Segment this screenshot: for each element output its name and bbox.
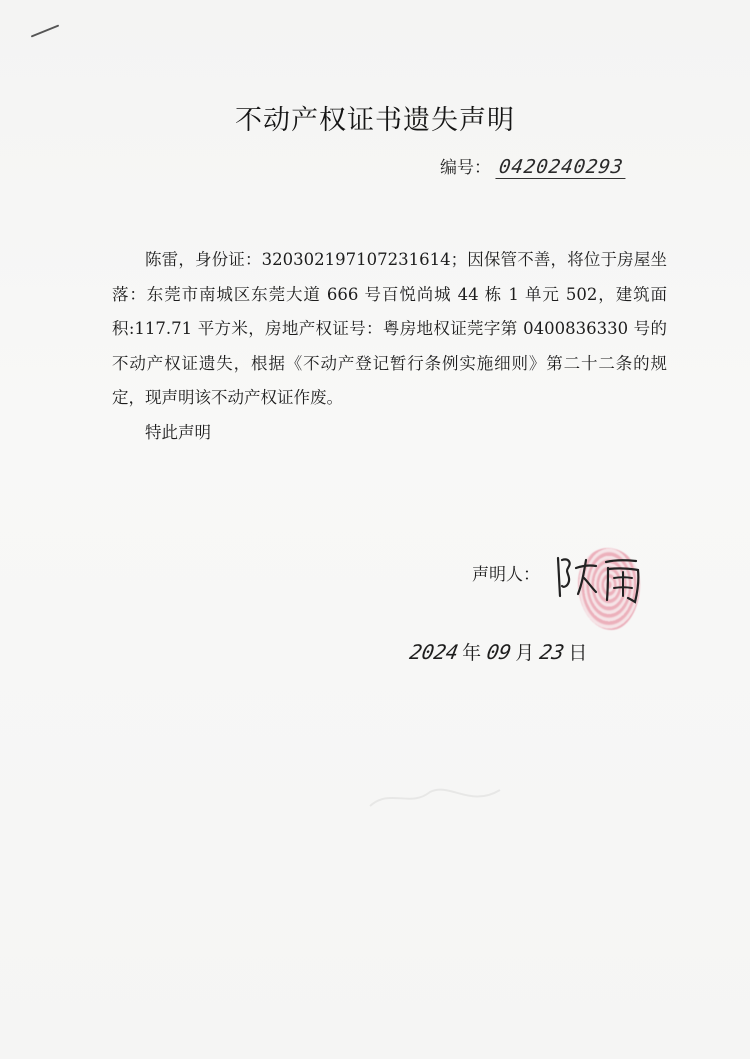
date-month-unit: 月 [515, 642, 535, 664]
declaration-body [112, 243, 667, 450]
date-day-unit: 日 [568, 642, 588, 664]
date-month: 09 [485, 640, 514, 664]
signer-label: 声明人： [472, 565, 540, 585]
number-value: 0420240293 [495, 156, 629, 179]
document-number [440, 153, 627, 179]
pen-stroke-icon [31, 24, 60, 37]
signer-row [472, 560, 540, 585]
date-day: 23 [538, 640, 567, 664]
signing-date [407, 638, 593, 665]
number-label: 编号： [440, 158, 491, 178]
handwritten-signature [542, 548, 662, 610]
date-year: 2024 [407, 640, 461, 664]
ink-bleed-through [360, 778, 510, 818]
page-title: 不动产权证书遗失声明 [235, 105, 515, 136]
declaration-paragraph: 陈雷，身份证：320302197107231614；因保管不善，将位于房屋坐落：东莞市南城区东莞大道 666 号百悦尚城 44 栋 1 单元 502，建筑面积:117.71 平方米，房地产权证号：粤房地权证莞字第 0400836330 号的不动产权证遗失，根据《不动产登记暂行条例实施细则》第二十二条的规定，现声明该不动产权证作废。 [112, 250, 667, 407]
date-year-unit: 年 [462, 642, 482, 664]
closing-text: 特此声明 [145, 422, 211, 442]
